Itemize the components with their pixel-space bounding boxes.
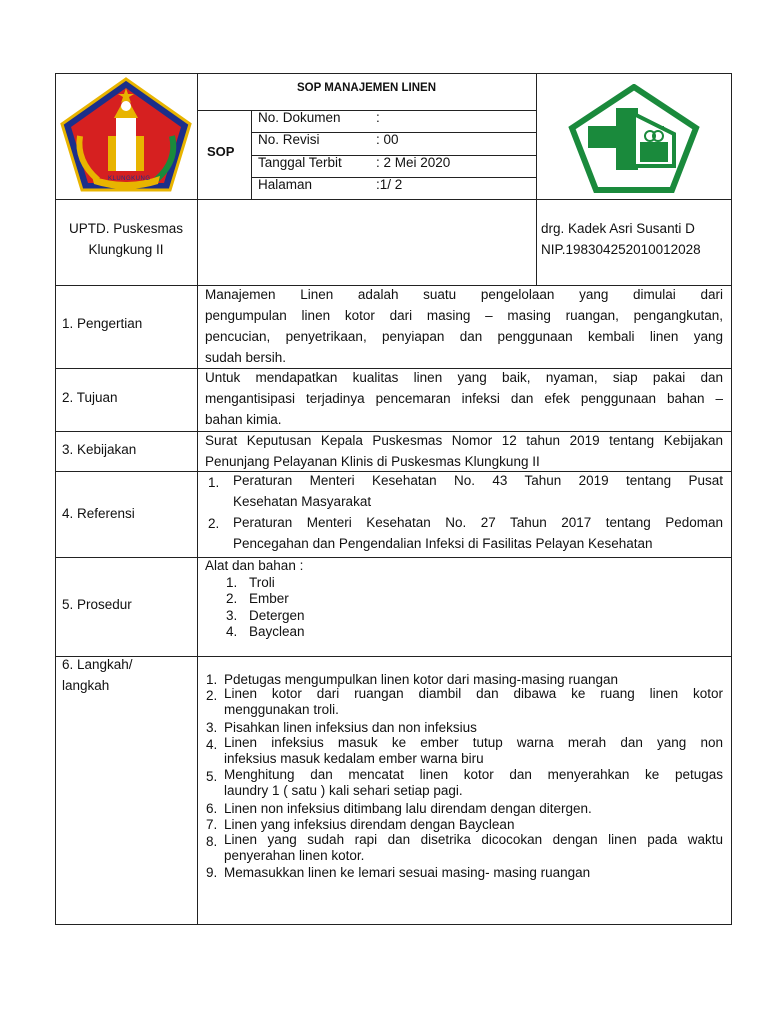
org-name-line1: UPTD. Puskesmas — [68, 221, 184, 236]
field-label: Tanggal Terbit — [258, 155, 342, 170]
text-line: mengantisipasi terjadinya pencemaran infeksi dan efek penggunaan bahan – — [205, 391, 723, 406]
list-number: 1. — [206, 672, 218, 687]
logo-ribbon-text: KLUNGKUNG — [108, 176, 151, 182]
text-line: laundry 1 ( satu ) kali sehari setiap pagi. — [224, 783, 463, 798]
list-item — [224, 735, 723, 767]
text-line: Peraturan Menteri Kesehatan No. 43 Tahun 2019 tentang Pusat — [233, 473, 723, 488]
text-line: Pencegahan dan Pengendalian Infeksi di Fasilitas Pelayan Kesehatan — [233, 536, 653, 551]
kebijakan-text — [205, 430, 723, 472]
field-value: : — [376, 110, 380, 125]
list-number: 2. — [226, 591, 238, 606]
list-number: 8. — [206, 834, 218, 849]
list-item: Pisahkan linen infeksius dan non infeksius — [224, 720, 477, 735]
field-value: :1/ 2 — [376, 177, 403, 192]
signer-name: drg. Kadek Asri Susanti D — [541, 221, 695, 236]
section-label-pengertian: 1. Pengertian — [62, 316, 143, 331]
signer-nip: NIP.198304252010012028 — [541, 242, 701, 257]
tujuan-text — [205, 367, 723, 430]
list-item: Linen yang infeksius direndam dengan Bayclean — [224, 817, 515, 832]
list-item — [224, 767, 723, 799]
list-item: Pdetugas mengumpulkan linen kotor dari masing-masing ruangan — [224, 672, 618, 687]
list-item — [233, 512, 723, 554]
org-name-line2: Klungkung II — [88, 242, 164, 257]
text-line: Manajemen Linen adalah suatu pengelolaan yang dimulai dari — [205, 287, 723, 302]
list-number: 3. — [226, 608, 238, 623]
section-label-referensi: 4. Referensi — [62, 506, 135, 521]
section-label-langkah-2: langkah — [62, 678, 110, 693]
text-line: bahan kimia. — [205, 412, 282, 427]
field-value: : 2 Mei 2020 — [376, 155, 451, 170]
list-number: 4. — [226, 624, 238, 639]
list-item: Detergen — [249, 608, 305, 623]
list-number: 1. — [226, 575, 238, 590]
section-label-tujuan: 2. Tujuan — [62, 390, 118, 405]
text-line: Untuk mendapatkan kualitas linen yang baik, nyaman, siap pakai dan — [205, 370, 723, 385]
text-line: Menghitung dan mencatat linen kotor dan menyerahkan ke petugas — [224, 767, 723, 782]
text-line: Peraturan Menteri Kesehatan No. 27 Tahun 2017 tentang Pedoman — [233, 515, 723, 530]
section-label-langkah-1: 6. Langkah/ — [62, 657, 133, 672]
list-item — [224, 686, 723, 718]
puskesmas-cross-icon — [566, 84, 702, 194]
document-title: SOP MANAJEMEN LINEN — [296, 82, 437, 94]
text-line: infeksius masuk kedalam ember warna biru — [224, 751, 484, 766]
text-line: Linen infeksius masuk ke ember tutup warna merah dan yang non — [224, 735, 723, 750]
list-number: 6. — [206, 801, 218, 816]
list-number: 2. — [206, 688, 218, 703]
text-line: Linen yang sudah rapi dan disetrika dicocokan dengan linen pada waktu — [224, 832, 723, 847]
list-item: Linen non infeksius ditimbang lalu direndam dengan ditergen. — [224, 801, 592, 816]
sop-label: SOP — [207, 144, 235, 159]
field-label: No. Revisi — [258, 132, 320, 147]
list-number: 3. — [206, 720, 218, 735]
text-line: Linen kotor dari ruangan diambil dan dibawa ke ruang linen kotor — [224, 686, 723, 701]
section-label-kebijakan: 3. Kebijakan — [62, 442, 137, 457]
pengertian-text — [205, 284, 723, 368]
text-line: sudah bersih. — [205, 350, 287, 365]
text-line: Kesehatan Masyarakat — [233, 494, 372, 509]
list-number: 7. — [206, 817, 218, 832]
text-line: Surat Keputusan Kepala Puskesmas Nomor 12 tahun 2019 tentang Kebijakan — [205, 433, 723, 448]
list-item: Bayclean — [249, 624, 305, 639]
text-line: menggunakan troli. — [224, 702, 339, 717]
section-label-prosedur: 5. Prosedur — [62, 597, 132, 612]
puskesmas-logo — [566, 84, 702, 194]
list-number: 1. — [208, 475, 220, 490]
list-item: Troli — [249, 575, 275, 590]
list-item: Ember — [249, 591, 289, 606]
field-value: : 00 — [376, 132, 399, 147]
list-number: 2. — [208, 516, 220, 531]
list-number: 5. — [206, 769, 218, 784]
text-line: Penunjang Pelayanan Klinis di Puskesmas Klungkung II — [205, 454, 540, 469]
text-line: penyerahan linen kotor. — [224, 848, 365, 863]
text-line: pengumpulan linen kotor dari masing – masing ruangan, pengangkutan, — [205, 308, 723, 323]
text-line: pencucian, penyetrikaan, penyiapan dan penggunaan kembali linen yang — [205, 329, 723, 344]
list-number: 9. — [206, 865, 218, 880]
klungkung-logo — [58, 76, 195, 196]
list-item — [224, 832, 723, 864]
field-label: Halaman — [258, 177, 313, 192]
list-number: 4. — [206, 737, 218, 752]
field-label: No. Dokumen — [258, 110, 341, 125]
list-item: Memasukkan linen ke lemari sesuai masing- masing ruangan — [224, 865, 591, 880]
prosedur-intro: Alat dan bahan : — [205, 558, 304, 573]
list-item — [233, 470, 723, 512]
